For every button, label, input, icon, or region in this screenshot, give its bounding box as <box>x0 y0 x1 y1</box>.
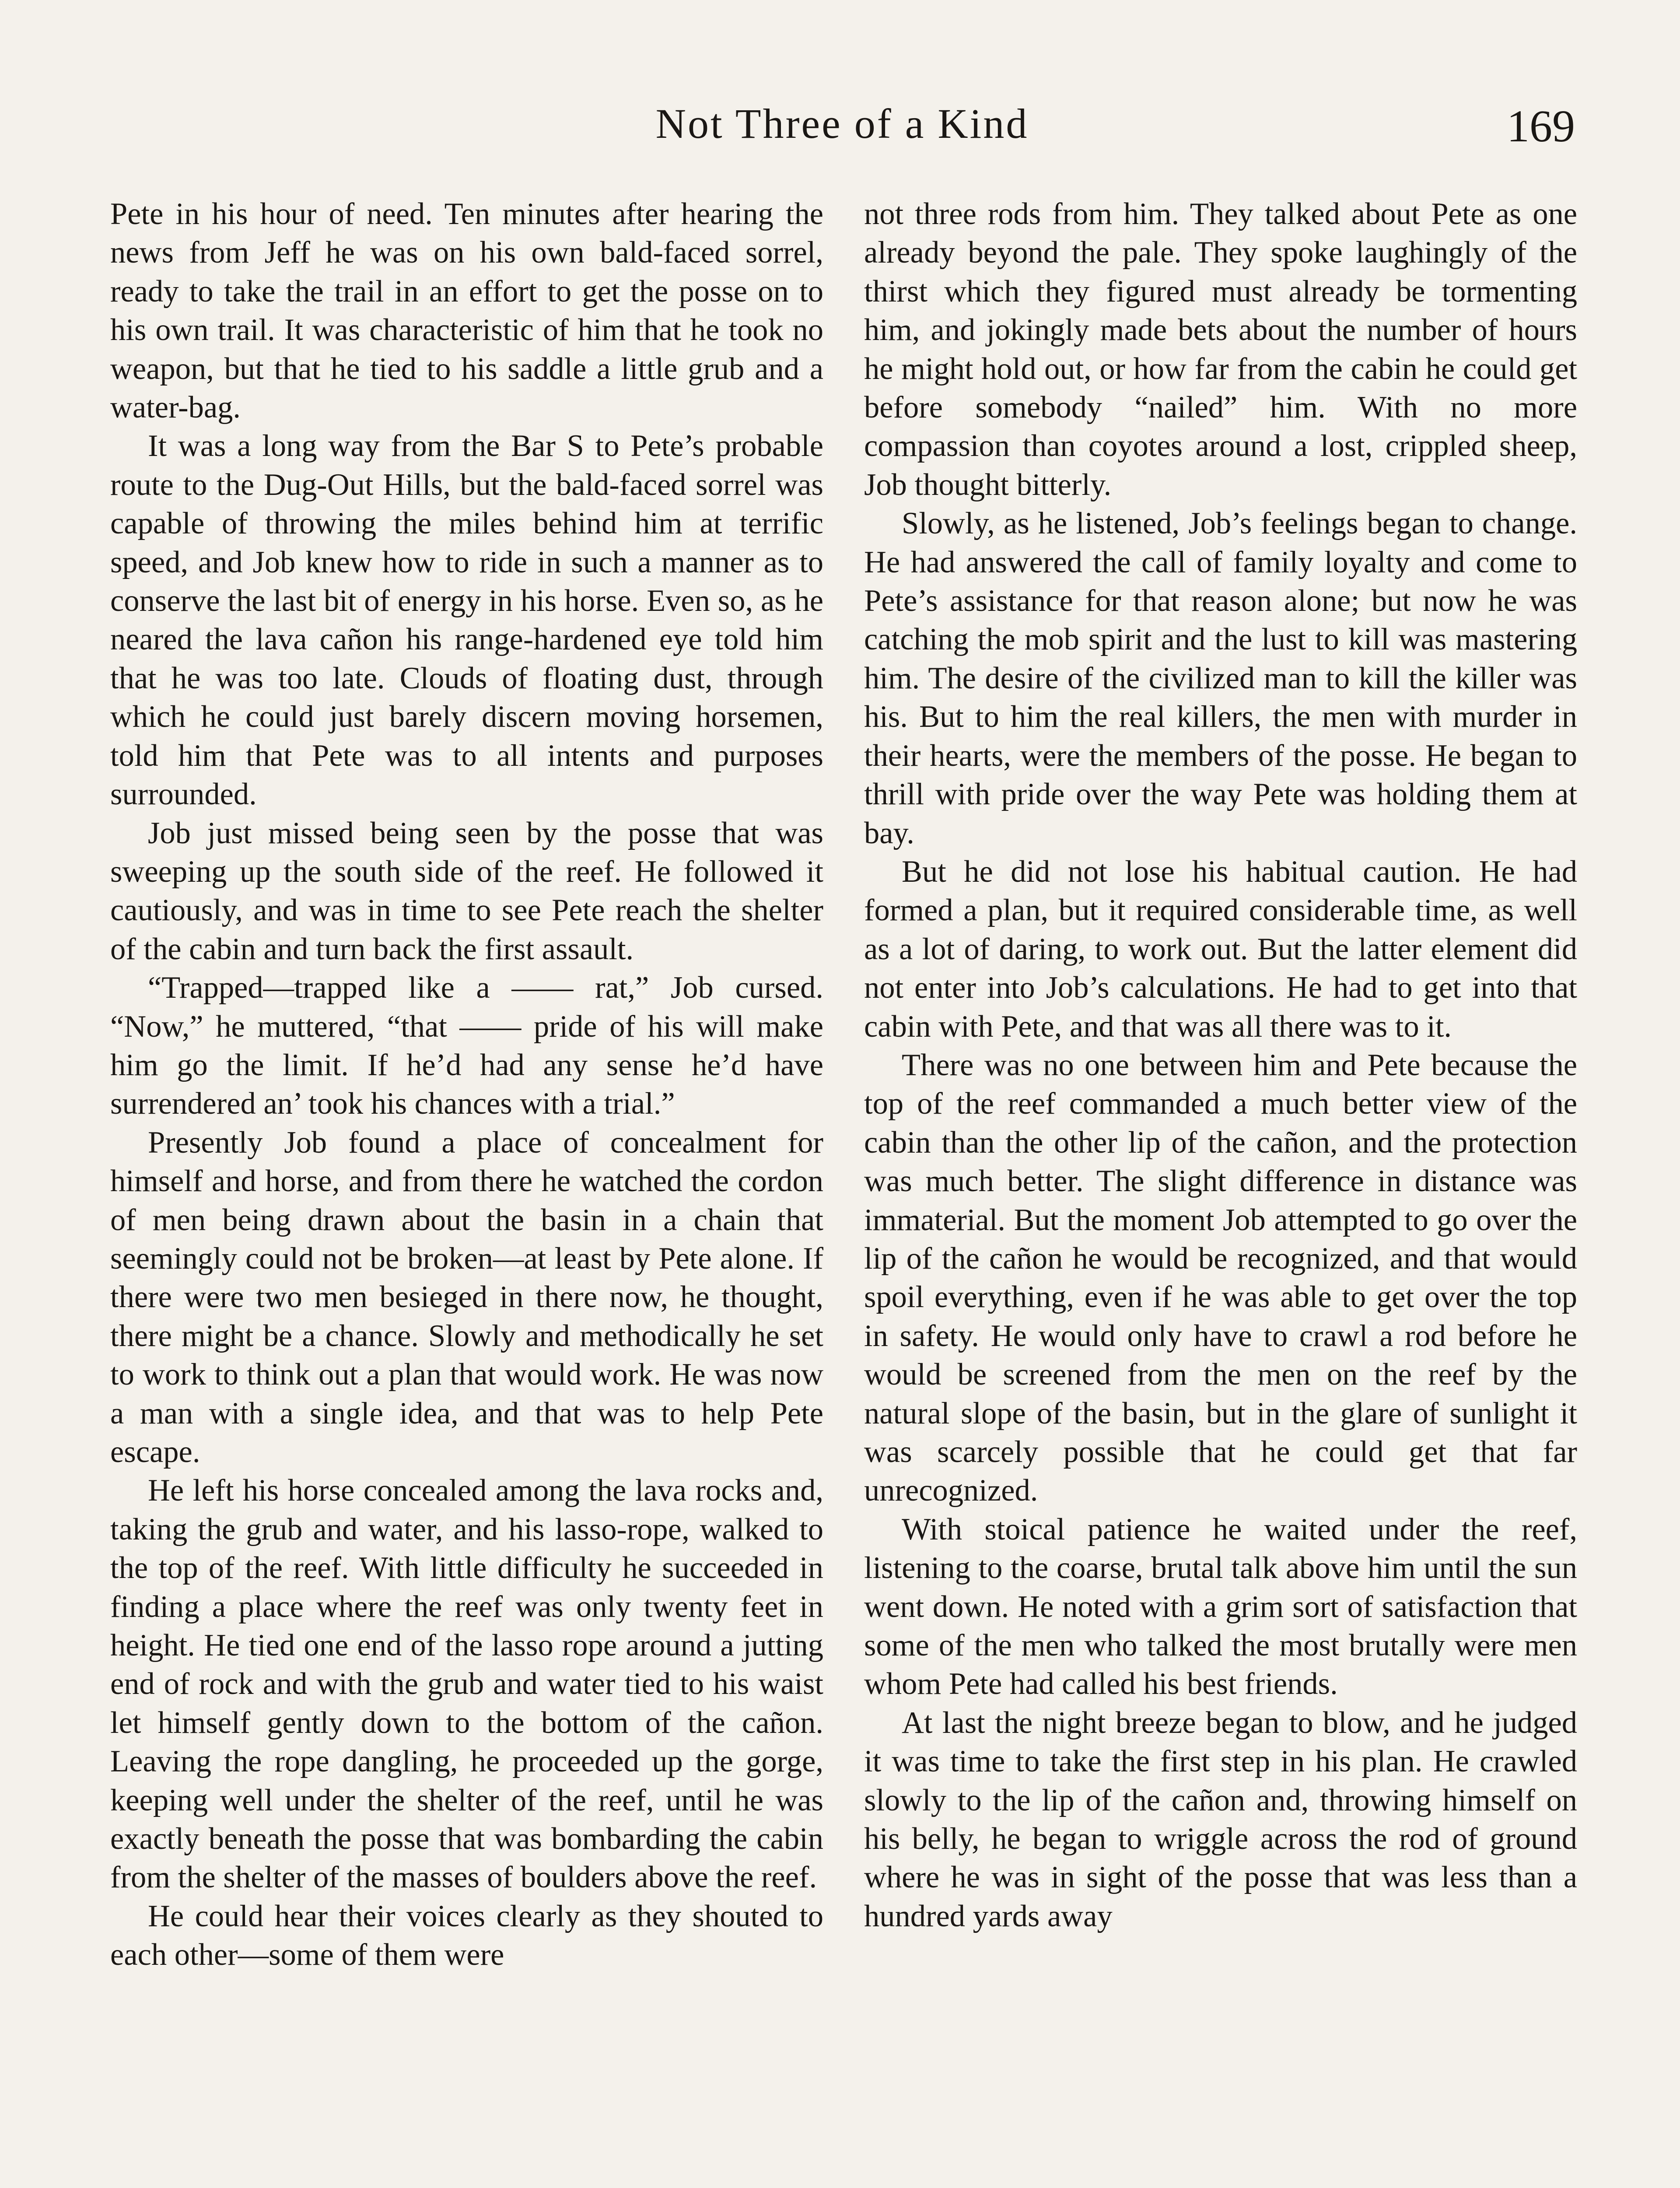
paragraph: not three rods from him. They talked about Pete as one already beyond the pale. They spoke laughingly of the thirst which they figured must already be tormenting him, and jokingly made bets about the number of hours he might hold out, or how far from the cabin he could get before somebody “nailed” him. With no more compassion than coyotes around a lost, crippled sheep, Job thought bitterly. <box>864 197 1577 502</box>
paragraph: He could hear their voices clearly as they shouted to each other—some of them were <box>110 1899 823 1972</box>
right-column <box>864 195 1577 1936</box>
paragraph: At last the night breeze began to blow, and he judged it was time to take the first step in his plan. He crawled slowly to the lip of the cañon and, throwing himself on his belly, he began to wriggle across the rod of ground where he was in sight of the posse that was less than a hundred yards away <box>864 1705 1577 1933</box>
paragraph: Pete in his hour of need. Ten minutes after hearing the news from Jeff he was on his own bald-faced sorrel, ready to take the trail in an effort to get the posse on to his own trail. It was characteristic of him that he took no weapon, but that he tied to his saddle a little grub and a water-bag. <box>110 197 823 425</box>
paragraph: It was a long way from the Bar S to Pete’s probable route to the Dug-Out Hills, but the bald-faced sorrel was capable of throwing the miles behind him at terrific speed, and Job knew how to ride in such a manner as to conserve the last bit of energy in his horse. Even so, as he neared the lava cañon his range-hardened eye told him that he was too late. Clouds of floating dust, through which he could just barely discern moving horsemen, told him that Pete was to all intents and purposes surrounded. <box>110 429 823 812</box>
paragraph: Slowly, as he listened, Job’s feelings began to change. He had answered the call of family loyalty and come to Pete’s assistance for that reason alone; but now he was catching the mob spirit and the lust to kill was mastering him. The desire of the civilized man to kill the killer was his. But to him the real killers, the men with murder in their hearts, were the members of the posse. He began to thrill with pride over the way Pete was holding them at bay. <box>864 506 1577 850</box>
paragraph: There was no one between him and Pete because the top of the reef commanded a much better view of the cabin than the other lip of the cañon, and the protection was much better. The slight difference in distance was immaterial. But the moment Job attempted to go over the lip of the cañon he would be recognized, and that would spoil everything, even if he was able to get over the top in safety. He would only have to crawl a rod before he would be screened from the men on the reef by the natural slope of the basin, but in the glare of sunlight it was scarcely possible that he could get that far unrecognized. <box>864 1048 1577 1508</box>
paragraph: Presently Job found a place of concealment for himself and horse, and from there he watched the cordon of men being drawn about the basin in a chain that seemingly could not be broken—at least by Pete alone. If there were two men besieged in there now, he thought, there might be a chance. Slowly and methodically he set to work to think out a plan that would work. He was now a man with a single idea, and that was to help Pete escape. <box>110 1125 823 1469</box>
running-title: Not Three of a Kind <box>655 100 1029 147</box>
paragraph: He left his horse concealed among the lava rocks and, taking the grub and water, and his lasso-rope, walked to the top of the reef. With little difficulty he succeeded in finding a place where the reef was only twenty feet in height. He tied one end of the lasso rope around a jutting end of rock and with the grub and water tied to his waist let himself gently down to the bottom of the cañon. Leaving the rope dangling, he proceeded up the gorge, keeping well under the shelter of the reef, until he was exactly beneath the posse that was bombarding the cabin from the shelter of the masses of boulders above the reef. <box>110 1473 823 1895</box>
paragraph: But he did not lose his habitual caution. He had formed a plan, but it required considerable time, as well as a lot of daring, to work out. But the latter element did not enter into Job’s calculations. He had to get into that cabin with Pete, and that was all there was to it. <box>864 854 1577 1044</box>
page-number: 169 <box>1507 101 1575 151</box>
running-head <box>109 94 1575 155</box>
left-column <box>110 195 823 1974</box>
paragraph: With stoical patience he waited under the reef, listening to the coarse, brutal talk above him until the sun went down. He noted with a grim sort of satisfaction that some of the men who talked the most brutally were men whom Pete had called his best friends. <box>864 1512 1577 1701</box>
paragraph: Job just missed being seen by the posse that was sweeping up the south side of the reef. He followed it cautiously, and was in time to see Pete reach the shelter of the cabin and turn back the first assault. <box>110 816 823 966</box>
paragraph: “Trapped—trapped like a —— rat,” Job cursed. “Now,” he muttered, “that —— pride of his will make him go the limit. If he’d had any sense he’d have surrendered an’ took his chances with a trial.” <box>110 971 823 1121</box>
